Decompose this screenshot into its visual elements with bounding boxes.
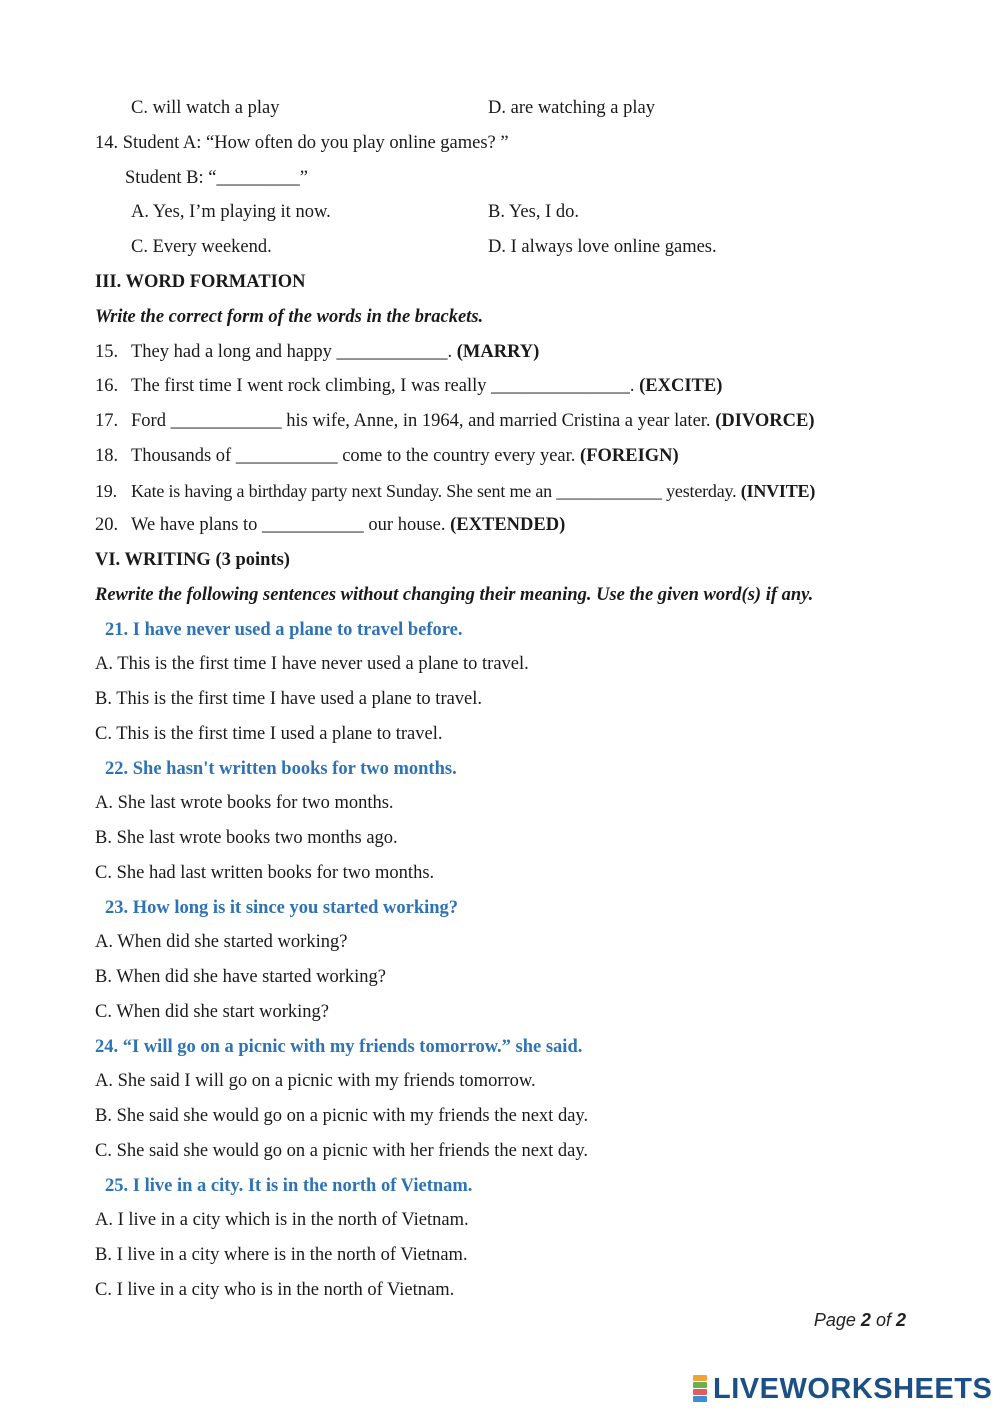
logo-text: LIVEWORKSHEETS	[713, 1372, 993, 1405]
writing-option: A. She last wrote books for two months.	[95, 793, 394, 813]
q14-option-a: A. Yes, I’m playing it now.	[131, 202, 331, 222]
writing-option: B. When did she have started working?	[95, 967, 386, 987]
item-word: (FOREIGN)	[580, 446, 679, 466]
writing-option: C. This is the first time I used a plane to travel.	[95, 724, 443, 744]
q14-question: 14. Student A: “How often do you play online games? ”	[95, 133, 509, 153]
item-number: 15.	[95, 342, 119, 362]
writing-instruction: Rewrite the following sentences without changing their meaning. Use the given word(s) if any.	[95, 585, 814, 605]
item-word: (EXCITE)	[639, 376, 723, 396]
writing-option: A. This is the first time I have never used a plane to travel.	[95, 654, 529, 674]
q14-option-d: D. I always love online games.	[488, 237, 717, 257]
writing-option: A. She said I will go on a picnic with my friends tomorrow.	[95, 1071, 536, 1091]
writing-question-prompt: 21. I have never used a plane to travel before.	[105, 620, 463, 640]
item-text: We have plans to ___________ our house.	[131, 515, 451, 535]
item-number: 19.	[95, 481, 117, 501]
item-number: 18.	[95, 446, 119, 466]
total-pages: 2	[895, 1310, 906, 1330]
writing-option: C. She said she would go on a picnic with her friends the next day.	[95, 1141, 589, 1161]
item-word: (INVITE)	[740, 481, 816, 501]
writing-option: A. When did she started working?	[95, 932, 348, 952]
writing-option: C. When did she start working?	[95, 1002, 329, 1022]
word-formation-instruction: Write the correct form of the words in the brackets.	[95, 307, 484, 327]
item-text: They had a long and happy ____________.	[131, 342, 457, 362]
q13-option-d: D. are watching a play	[488, 98, 655, 118]
writing-option: C. She had last written books for two months.	[95, 863, 435, 883]
item-number: 17.	[95, 411, 119, 431]
writing-option: B. She last wrote books two months ago.	[95, 828, 398, 848]
item-text: Ford ____________ his wife, Anne, in 1964, and married Cristina a year later.	[131, 411, 716, 431]
item-word: (EXTENDED)	[450, 515, 566, 535]
item-number: 16.	[95, 376, 119, 396]
q14-option-b: B. Yes, I do.	[488, 202, 579, 222]
liveworksheets-logo	[693, 1372, 992, 1406]
item-text: The first time I went rock climbing, I was really _______________.	[131, 376, 640, 396]
word-formation-item	[95, 479, 815, 503]
item-number: 20.	[95, 515, 119, 535]
writing-option: B. I live in a city where is in the north of Vietnam.	[95, 1245, 468, 1265]
word-formation-item	[95, 513, 565, 537]
of-word: of	[875, 1310, 891, 1330]
page-word: Page	[813, 1310, 856, 1330]
q14-student-b: Student B: “_________”	[125, 168, 308, 188]
writing-option: C. I live in a city who is in the north of Vietnam.	[95, 1280, 455, 1300]
item-text: Kate is having a birthday party next Sunday. She sent me an ____________ yesterday.	[131, 481, 741, 501]
logo-mark-icon	[693, 1375, 709, 1403]
writing-question-prompt: 24. “I will go on a picnic with my friends tomorrow.” she said.	[95, 1037, 583, 1057]
q14-option-c: C. Every weekend.	[131, 237, 272, 257]
writing-question-prompt: 22. She hasn't written books for two months.	[105, 759, 457, 779]
writing-question-prompt: 25. I live in a city. It is in the north of Vietnam.	[105, 1176, 473, 1196]
item-text: Thousands of ___________ come to the country every year.	[131, 446, 581, 466]
writing-option: B. This is the first time I have used a plane to travel.	[95, 689, 483, 709]
item-word: (MARRY)	[456, 342, 540, 362]
writing-option: B. She said she would go on a picnic with my friends the next day.	[95, 1106, 589, 1126]
word-formation-item	[95, 374, 722, 398]
page-number	[814, 1310, 906, 1331]
word-formation-item	[95, 409, 815, 433]
section-heading-writing: VI. WRITING (3 points)	[95, 550, 290, 570]
current-page: 2	[860, 1310, 871, 1330]
section-heading-word-formation: III. WORD FORMATION	[95, 272, 306, 292]
q13-option-c: C. will watch a play	[131, 98, 280, 118]
writing-question-prompt: 23. How long is it since you started working?	[105, 898, 459, 918]
word-formation-item	[95, 444, 679, 468]
word-formation-item	[95, 340, 539, 364]
writing-option: A. I live in a city which is in the north of Vietnam.	[95, 1210, 469, 1230]
item-word: (DIVORCE)	[715, 411, 815, 431]
